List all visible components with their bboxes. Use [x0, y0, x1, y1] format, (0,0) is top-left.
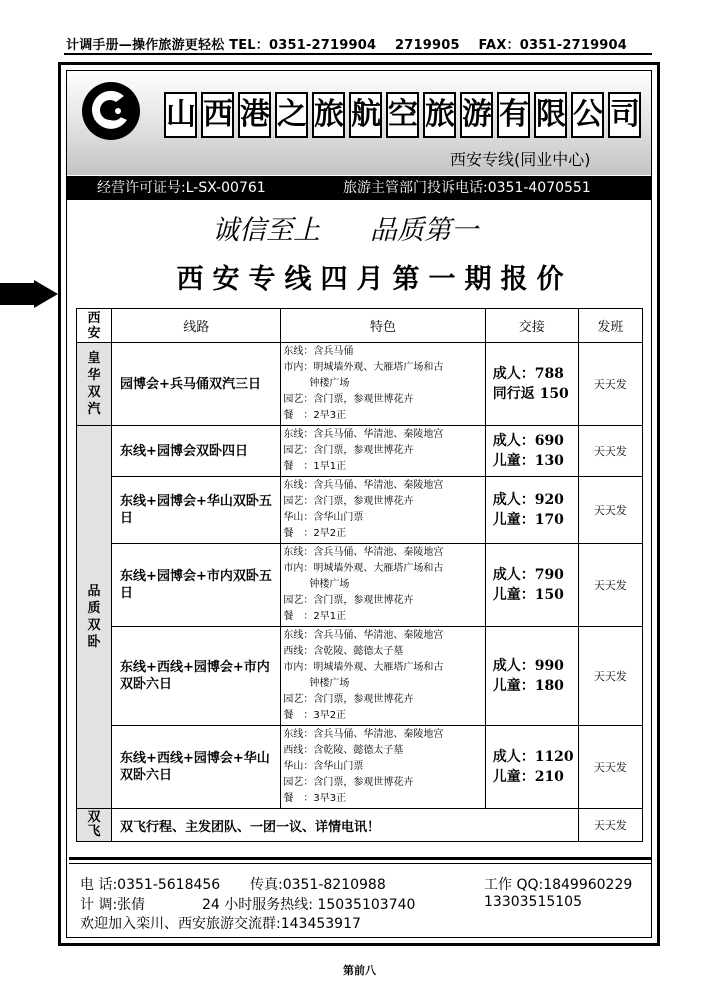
- table-row: [77, 809, 643, 842]
- complaint-phone: 旅游主管部门投诉电话:0351-4070551: [343, 180, 591, 196]
- header-city: 西安: [77, 309, 112, 343]
- route-name: 东线+园博会+市内双卧五日: [112, 544, 281, 627]
- route-schedule: 天天发: [578, 544, 642, 627]
- slogan-part-1: 诚信至上: [212, 215, 320, 246]
- table-row: [77, 343, 643, 426]
- route-price: 成人：920 儿童：170: [485, 477, 578, 544]
- footer-phone: 电 话:0351-5618456: [80, 877, 221, 893]
- page-number: 第前八: [343, 964, 376, 977]
- route-schedule: 天天发: [578, 343, 642, 426]
- tel-label: TEL：: [229, 38, 269, 53]
- company-name-char: 航: [349, 92, 382, 138]
- route-schedule: 天天发: [578, 477, 642, 544]
- tel-number-1: 0351-2719904: [268, 38, 377, 53]
- company-name-char: 旅: [423, 92, 456, 138]
- route-features: 东线：含兵马俑、华清池、秦陵地宫 西线：含乾陵、懿德太子墓 华山：含华山门票 园艺：含门票，参观世博花卉 餐 ：3早3正: [281, 726, 485, 809]
- company-name-char: 游: [460, 92, 493, 138]
- footer-fax: 传真:0351-8210988: [250, 877, 386, 893]
- route-features: 东线：含兵马俑、华清池、秦陵地宫 市内：明城墙外观、大雁塔广场和古 钟楼广场 园艺：含门票，参观世博花卉 餐 ：2早1正: [281, 544, 485, 627]
- route-name: 园博会+兵马俑双汽三日: [112, 343, 281, 426]
- footer-rule-thick: [69, 857, 651, 860]
- page-title: 西安专线四月第一期报价: [176, 264, 573, 295]
- company-name-char: 空: [386, 92, 419, 138]
- table-row: [77, 627, 643, 726]
- route-price: 成人：990 儿童：180: [485, 627, 578, 726]
- table-row: [77, 726, 643, 809]
- footer-mobile: 13303515105: [484, 894, 582, 910]
- header-feature: 特色: [281, 309, 485, 343]
- fly-route-note: 双飞行程、主发团队、一团一议、详情电讯！: [112, 809, 579, 842]
- footer-hotline: 24 小时服务热线: 15035103740: [202, 897, 416, 913]
- group-label-1: 皇华双汽: [77, 343, 112, 426]
- route-price: 成人：790 儿童：150: [485, 544, 578, 627]
- slogan: [212, 208, 478, 247]
- route-price: 成人：788 同行返 150: [485, 343, 578, 426]
- route-features: 东线：含兵马俑、华清池、秦陵地宫 西线：含乾陵、懿德太子墓 市内：明城墙外观、大雁塔广场和古 钟楼广场 园艺：含门票，参观世博花卉 餐 ：3早2正: [281, 627, 485, 726]
- group-label-3: 双飞: [77, 809, 112, 842]
- route-price: 成人：690 儿童：130: [485, 426, 578, 477]
- company-name-char: 之: [275, 92, 308, 138]
- fax-number: 0351-2719904: [519, 38, 628, 53]
- route-schedule: 天天发: [578, 809, 642, 842]
- license-bar: [67, 176, 651, 200]
- route-features: 东线：含兵马俑、华清池、秦陵地宫 园艺：含门票，参观世博花卉 华山：含华山门票 餐 ：2早2正: [281, 477, 485, 544]
- table-header-row: [77, 309, 643, 343]
- table-row: [77, 426, 643, 477]
- company-subtitle: 西安专线(同业中心): [450, 150, 591, 169]
- route-name: 东线+西线+园博会+华山双卧六日: [112, 726, 281, 809]
- table-row: [77, 544, 643, 627]
- company-name-char: 有: [497, 92, 530, 138]
- tel-number-2: 2719905: [395, 38, 460, 53]
- header-price: 交接: [485, 309, 578, 343]
- route-features: 东线：含兵马俑、华清池、秦陵地宫 园艺：含门票，参观世博花卉 餐 ：1早1正: [281, 426, 485, 477]
- footer-group: 欢迎加入栾川、西安旅游交流群:143453917: [80, 916, 361, 932]
- footer-contact: 计 调:张倩: [80, 897, 146, 913]
- group-label-2: 品质双卧: [77, 426, 112, 809]
- header-slogan: 计调手册—操作旅游更轻松: [66, 38, 225, 53]
- route-schedule: 天天发: [578, 426, 642, 477]
- header-contact-line: [66, 34, 650, 52]
- company-name-char: 公: [571, 92, 604, 138]
- footer-rule-thin: [69, 863, 651, 864]
- company-name-char: 西: [201, 92, 234, 138]
- route-schedule: 天天发: [578, 627, 642, 726]
- header-route: 线路: [112, 309, 281, 343]
- route-name: 东线+园博会+华山双卧五日: [112, 477, 281, 544]
- price-table: [76, 308, 643, 842]
- table-row: [77, 477, 643, 544]
- company-name-char: 旅: [312, 92, 345, 138]
- route-name: 东线+园博会双卧四日: [112, 426, 281, 477]
- company-name-char: 司: [608, 92, 641, 138]
- company-name: [164, 92, 640, 138]
- route-features: 东线：含兵马俑 市内：明城墙外观、大雁塔广场和古 钟楼广场 园艺：含门票，参观世博花卉 餐 ：2早3正: [281, 343, 485, 426]
- company-logo-icon: [80, 80, 142, 142]
- company-name-char: 限: [534, 92, 567, 138]
- header-schedule: 发班: [578, 309, 642, 343]
- route-price: 成人：1120 儿童：210: [485, 726, 578, 809]
- company-name-char: 港: [238, 92, 271, 138]
- company-name-char: 山: [164, 92, 197, 138]
- route-schedule: 天天发: [578, 726, 642, 809]
- license-number: 经营许可证号:L-SX-00761: [97, 180, 266, 196]
- slogan-part-2: 品质第一: [370, 215, 478, 246]
- fax-label: FAX：: [478, 38, 520, 53]
- header-rule: [64, 53, 652, 55]
- footer-qq: 工作 QQ:1849960229: [484, 877, 633, 893]
- route-name: 东线+西线+园博会+市内双卧六日: [112, 627, 281, 726]
